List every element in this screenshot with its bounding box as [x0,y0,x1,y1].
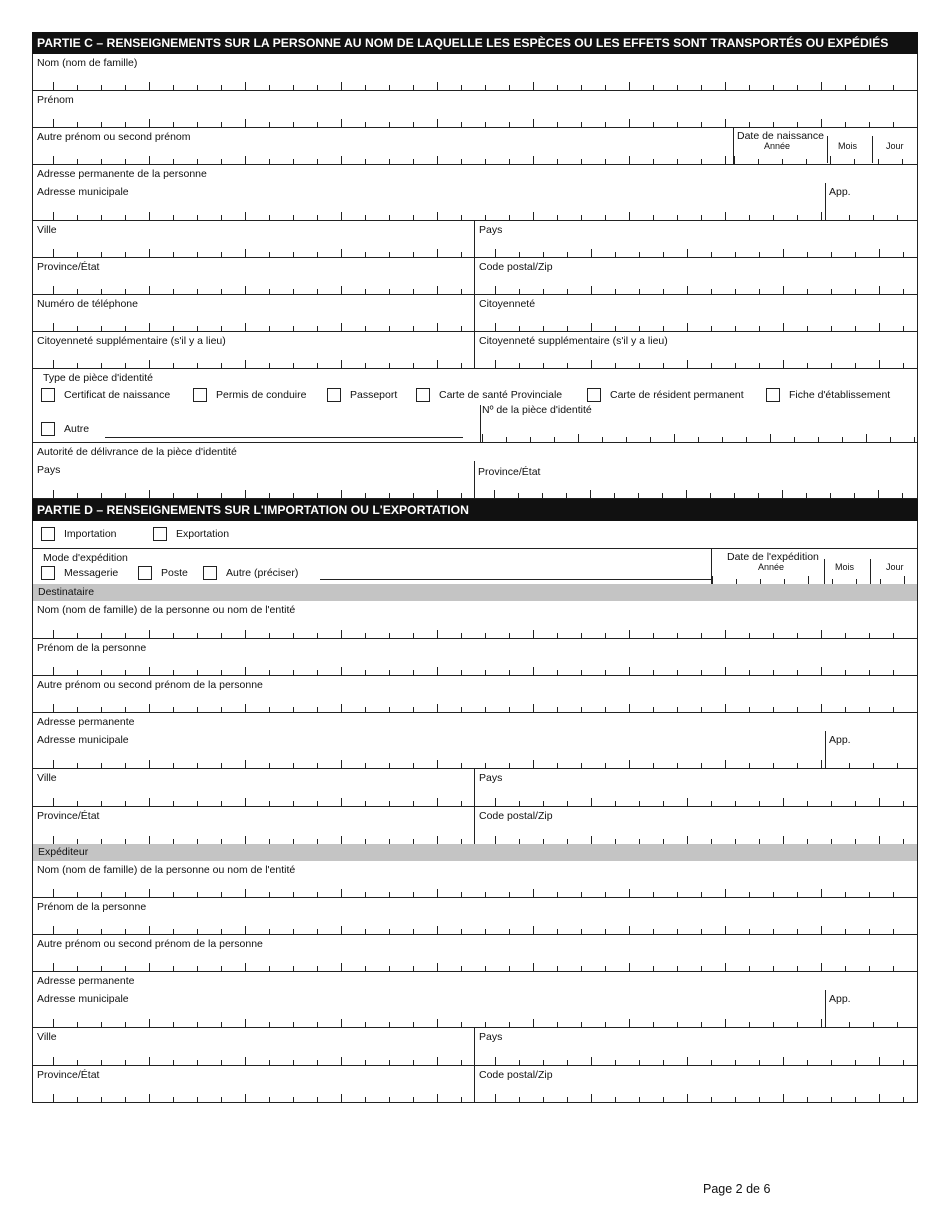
c-autre-prenom-row[interactable] [32,128,918,165]
opt-permis-conduire[interactable]: Permis de conduire [193,388,306,402]
exp-ville-label: Ville [37,1031,57,1043]
exp-province-row[interactable] [32,1066,918,1103]
c-type-piece-row[interactable] [32,369,918,443]
c-province-input[interactable] [53,286,474,294]
c-annee-label: Année [764,141,791,151]
c-date-naissance[interactable] [733,128,917,164]
form [32,32,918,1103]
opt-importation[interactable]: Importation [41,527,117,541]
exp-adresse-row[interactable] [32,972,918,1028]
exp-app-label: App. [829,993,851,1005]
dest-code-postal-label: Code postal/Zip [479,810,553,822]
dest-adresse-row[interactable] [32,713,918,769]
dest-adresse-municipale-input[interactable] [53,760,825,768]
dest-app-label: App. [829,734,851,746]
opt-autre-preciser[interactable]: Autre (préciser) [203,566,298,580]
dest-nom-label: Nom (nom de famille) de la personne ou nom de l'entité [37,604,296,616]
c-jour-label: Jour [886,141,904,151]
c-province2-label: Province/État [478,466,541,478]
c-code-postal-input[interactable] [495,286,917,294]
dest-ville-input[interactable] [53,798,474,806]
dest-pays-input[interactable] [495,798,917,806]
d-mode-label: Mode d'expédition [43,552,128,564]
exp-autre-prenom-input[interactable] [53,963,917,971]
c-adresse-municipale-label: Adresse municipale [37,186,129,198]
importation-checkbox[interactable] [41,527,55,541]
d-mode-row[interactable] [32,549,918,584]
autre-preciser-input-line[interactable] [320,579,711,580]
c-autorite-row[interactable] [32,443,918,499]
carte-resident-checkbox[interactable] [587,388,601,402]
dest-ville-label: Ville [37,772,57,784]
exp-pays-input[interactable] [495,1057,917,1065]
partie-d-header: PARTIE D – RENSEIGNEMENTS SUR L'IMPORTATION OU L'EXPORTATION [32,499,918,521]
fiche-etablissement-checkbox[interactable] [766,388,780,402]
autre-input-line[interactable] [105,437,463,438]
exp-app-input[interactable] [825,1019,917,1027]
c-province-row[interactable] [32,258,918,295]
c-pays2-label: Pays [37,464,61,476]
dest-province-row[interactable] [32,807,918,844]
c-pays2-input[interactable] [53,490,474,498]
d-date-expedition-label: Date de l'expédition [727,551,819,563]
c-date-naissance-input[interactable] [734,156,917,164]
c-nom-input[interactable] [53,82,917,90]
c-citoyennete-supp-input[interactable] [53,360,474,368]
d-mois-label: Mois [835,562,855,572]
c-nom-row[interactable] [32,54,918,91]
c-no-piece-label: Nº de la pièce d'identité [482,404,592,416]
c-ville-input[interactable] [53,249,474,257]
exp-adresse-municipale-input[interactable] [53,1019,825,1027]
c-citoyennete-input[interactable] [495,323,917,331]
exp-ville-input[interactable] [53,1057,474,1065]
dest-province-label: Province/État [37,810,100,822]
destinataire-header: Destinataire [32,584,918,601]
exp-province-label: Province/État [37,1069,100,1081]
c-ville-pays-row[interactable] [32,221,918,258]
c-telephone-label: Numéro de téléphone [37,298,138,310]
c-telephone-input[interactable] [53,323,474,331]
exp-nom-input[interactable] [53,889,917,897]
c-province2-input[interactable] [494,490,917,498]
dest-province-input[interactable] [53,836,474,844]
dest-prenom-row[interactable] [32,639,918,676]
passeport-checkbox[interactable] [327,388,341,402]
exp-autre-prenom-row[interactable] [32,935,918,972]
c-app-input[interactable] [825,212,917,220]
dest-prenom-label: Prénom de la personne [37,642,147,654]
c-type-piece-label: Type de pièce d'identité [43,372,153,384]
c-adresse-municipale-input[interactable] [53,212,825,220]
c-citoyennete-supp-row[interactable] [32,332,918,369]
c-app-label: App. [829,186,851,198]
autre-checkbox[interactable] [41,422,55,436]
c-pays-label: Pays [479,224,503,236]
exp-autre-prenom-label: Autre prénom ou second prénom de la personne [37,938,263,950]
dest-ville-row[interactable] [32,769,918,807]
c-adresse-row[interactable] [32,165,918,221]
d-annee-label: Année [758,562,785,572]
c-app-cell[interactable] [825,183,917,220]
d-jour-label: Jour [886,562,904,572]
page-number: Page 2 de 6 [703,1182,771,1196]
permis-conduire-checkbox[interactable] [193,388,207,402]
d-date-expedition-input[interactable] [712,576,917,584]
dest-adresse-municipale-label: Adresse municipale [37,734,129,746]
opt-exportation[interactable]: Exportation [153,527,229,541]
dest-nom-row[interactable] [32,601,918,639]
c-code-postal-label: Code postal/Zip [479,261,553,273]
expediteur-header: Expéditeur [32,844,918,861]
exp-ville-row[interactable] [32,1028,918,1066]
exp-adresse-permanente-label: Adresse permanente [37,975,135,987]
c-autre-prenom-label: Autre prénom ou second prénom [37,131,191,143]
c-nom-label: Nom (nom de famille) [37,57,138,69]
c-mois-label: Mois [838,141,858,151]
c-prenom-input[interactable] [53,119,917,127]
poste-checkbox[interactable] [138,566,152,580]
certificat-naissance-checkbox[interactable] [41,388,55,402]
dest-pays-label: Pays [479,772,503,784]
partie-c-header: PARTIE C – RENSEIGNEMENTS SUR LA PERSONNE AU NOM DE LAQUELLE LES ESPÈCES OU LES EFFETS SONT TRANSPORTÉS OU EXPÉDIÉS [32,32,918,54]
opt-carte-resident[interactable]: Carte de résident permanent [587,388,744,402]
dest-adresse-permanente-label: Adresse permanente [37,716,135,728]
dest-app-input[interactable] [825,760,917,768]
c-citoyennete-supp2-label: Citoyenneté supplémentaire (s'il y a lieu) [479,335,668,347]
c-autre-prenom-input[interactable] [53,156,733,164]
exp-prenom-label: Prénom de la personne [37,901,147,913]
exp-prenom-input[interactable] [53,926,917,934]
exp-pays-label: Pays [479,1031,503,1043]
carte-sante-checkbox[interactable] [416,388,430,402]
opt-passeport[interactable]: Passeport [327,388,397,402]
d-import-export-row[interactable] [32,521,918,549]
c-ville-label: Ville [37,224,57,236]
dest-autre-prenom-label: Autre prénom ou second prénom de la personne [37,679,263,691]
c-citoyennete-supp2-input[interactable] [495,360,917,368]
opt-messagerie[interactable]: Messagerie [41,566,118,580]
exp-code-postal-label: Code postal/Zip [479,1069,553,1081]
c-prenom-row[interactable] [32,91,918,128]
exp-province-input[interactable] [53,1094,474,1102]
dest-autre-prenom-input[interactable] [53,704,917,712]
exp-nom-label: Nom (nom de famille) de la personne ou nom de l'entité [37,864,296,876]
c-date-naissance-label: Date de naissance [737,130,824,142]
dest-autre-prenom-row[interactable] [32,676,918,713]
c-province-label: Province/État [37,261,100,273]
dest-code-postal-input[interactable] [495,836,917,844]
c-no-piece-input[interactable] [482,434,917,442]
exp-code-postal-input[interactable] [495,1094,917,1102]
c-citoyennete-supp-label: Citoyenneté supplémentaire (s'il y a lieu) [37,335,226,347]
opt-poste[interactable]: Poste [138,566,188,580]
c-adresse-permanente-label: Adresse permanente de la personne [37,168,207,180]
c-pays-input[interactable] [495,249,917,257]
exp-adresse-municipale-label: Adresse municipale [37,993,129,1005]
opt-carte-sante[interactable]: Carte de santé Provinciale [416,388,562,402]
opt-fiche-etablissement[interactable]: Fiche d'établissement [766,388,890,402]
dest-prenom-input[interactable] [53,667,917,675]
exp-prenom-row[interactable] [32,898,918,935]
dest-nom-input[interactable] [53,630,917,638]
autre-preciser-checkbox[interactable] [203,566,217,580]
messagerie-checkbox[interactable] [41,566,55,580]
exportation-checkbox[interactable] [153,527,167,541]
exp-nom-row[interactable] [32,861,918,898]
d-date-expedition[interactable] [711,549,917,584]
c-autorite-label: Autorité de délivrance de la pièce d'identité [37,446,237,458]
c-telephone-row[interactable] [32,295,918,332]
opt-certificat-naissance[interactable]: Certificat de naissance [41,388,170,402]
c-citoyennete-label: Citoyenneté [479,298,536,310]
c-prenom-label: Prénom [37,94,74,106]
opt-autre[interactable]: Autre [41,422,89,436]
